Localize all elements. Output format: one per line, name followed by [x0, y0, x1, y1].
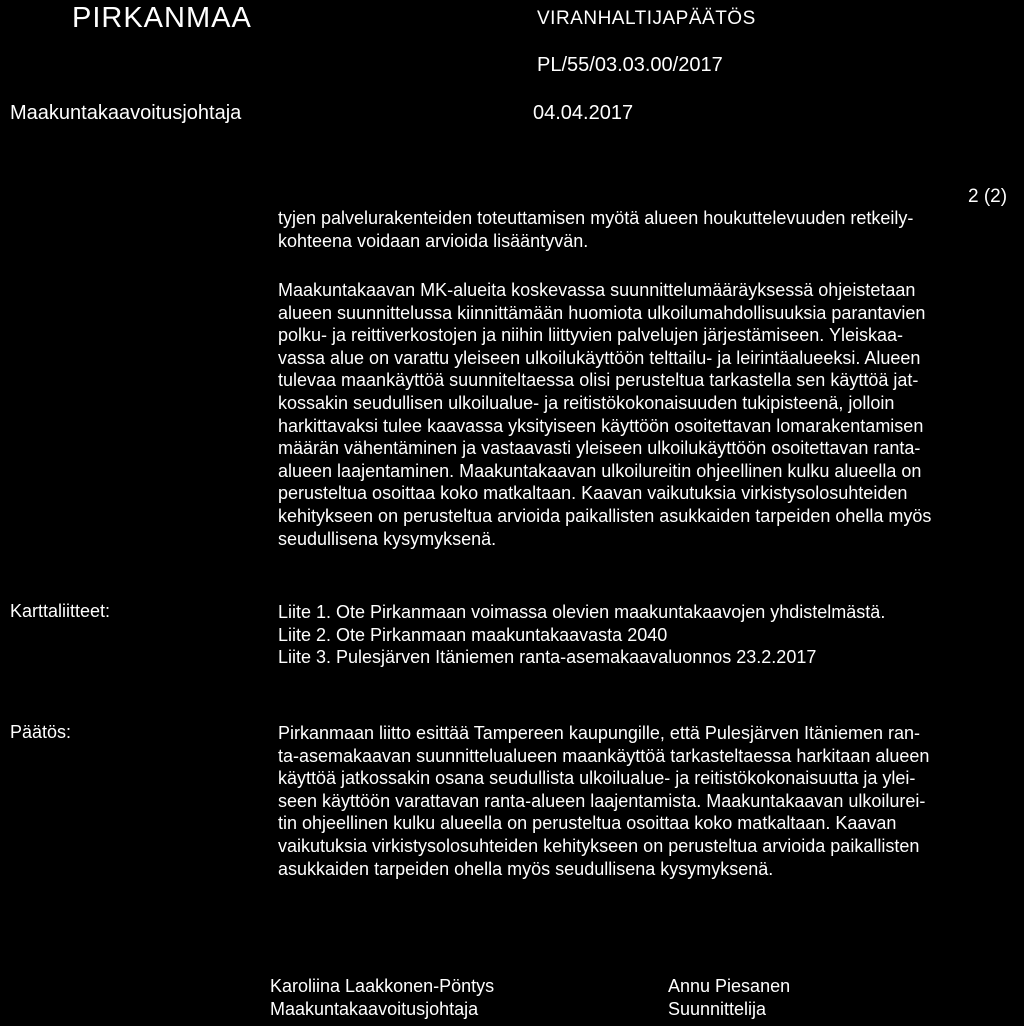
text-line: tyjen palvelurakenteiden toteuttamisen myötä alueen houkuttelevuuden retkeily- [278, 208, 914, 228]
text-line: käyttöä jatkossakin osana seudullista ulkoilualue- ja reitistökokonaisuutta ja ylei- [278, 768, 916, 789]
body-paragraph-1 [278, 207, 1013, 252]
text-line: polku- ja reittiverkostojen ja niihin liittyvien palvelujen järjestämiseen. Yleiskaa- [278, 325, 903, 346]
signer-name: Karoliina Laakkonen-Pöntys [270, 976, 495, 996]
text-line: ta-asemakaavan suunnittelualueen maankäyttöä tarkasteltaessa harkitaan alueen [278, 745, 930, 766]
text-line: kossakin seudullisen ulkoilualue- ja reitistökokonaisuuden tukipisteenä, jolloin [278, 392, 895, 413]
document-type: VIRANHALTIJAPÄÄTÖS [537, 8, 756, 29]
text-line: vaikutuksia virkistysolosuhteiden kehitykseen on perusteltua arvioida paikallisten [278, 835, 920, 856]
text-line: seen käyttöön varattavan ranta-alueen laajentamista. Maakuntakaavan ulkoilurei- [278, 790, 926, 811]
header-role: Maakuntakaavoitusjohtaja [10, 102, 242, 124]
text-line: kehitykseen on perusteltua arvioida paikallisten asukkaiden tarpeiden ohella myös [278, 505, 932, 526]
text-line: alueen suunnittelussa kiinnittämään huomiota ulkoilumahdollisuuksia parantavien [278, 302, 926, 323]
text-line: alueen laajentaminen. Maakuntakaavan ulkoilureitin ohjeellinen kulku alueella on [278, 460, 922, 481]
attachments-label: Karttaliitteet: [10, 601, 111, 621]
text-line: asukkaiden tarpeiden ohella myös seudullisena kysymyksenä. [278, 858, 774, 879]
attachments-list [278, 601, 885, 669]
decision-label: Päätös: [10, 722, 72, 742]
body-paragraph-2 [278, 279, 1013, 550]
text-line: seudullisena kysymyksenä. [278, 528, 497, 549]
signer-name: Annu Piesanen [668, 976, 791, 996]
text-line: vassa alue on varattu yleiseen ulkoilukäyttöön telttailu- ja leirintäalueeksi. Alueen [278, 347, 921, 368]
attachment-item: Liite 2. Ote Pirkanmaan maakuntakaavasta 2040 [278, 624, 668, 645]
decision-paragraph [278, 722, 1013, 880]
text-line: perusteltua osoittaa koko matkaltaan. Kaavan vaikutuksia virkistysolosuhteiden [278, 483, 908, 504]
text-line: tulevaa maankäyttöä suunniteltaessa olisi perusteltua tarkastella sen käyttöä jat- [278, 370, 919, 391]
attachment-item: Liite 3. Pulesjärven Itäniemen ranta-asemakaavaluonnos 23.2.2017 [278, 647, 817, 668]
text-line: Maakuntakaavan MK-alueita koskevassa suunnittelumääräyksessä ohjeistetaan [278, 280, 916, 300]
attachment-item: Liite 1. Ote Pirkanmaan voimassa olevien maakuntakaavojen yhdistelmästä. [278, 602, 886, 622]
signature-block-1 [270, 975, 494, 1021]
document-date: 04.04.2017 [533, 102, 634, 124]
text-line: tin ohjeellinen kulku alueella on perusteltua osoittaa koko matkaltaan. Kaavan [278, 813, 897, 834]
page-number: 2 (2) [968, 186, 1008, 207]
organization-name: PIRKANMAA [72, 2, 252, 34]
signer-title: Maakuntakaavoitusjohtaja [270, 999, 479, 1019]
signer-title: Suunnittelija [668, 999, 767, 1019]
signature-block-2 [668, 975, 790, 1021]
text-line: Pirkanmaan liitto esittää Tampereen kaupungille, että Pulesjärven Itäniemen ran- [278, 723, 921, 743]
text-line: määrän vähentäminen ja vastaavasti yleiseen ulkoilukäyttöön osoitettavan ranta- [278, 438, 921, 459]
text-line: kohteena voidaan arvioida lisääntyvän. [278, 230, 589, 251]
text-line: harkittavaksi tulee kaavassa yksityiseen käyttöön osoitettavan lomarakentamisen [278, 415, 924, 436]
document-number: PL/55/03.03.00/2017 [537, 54, 723, 76]
